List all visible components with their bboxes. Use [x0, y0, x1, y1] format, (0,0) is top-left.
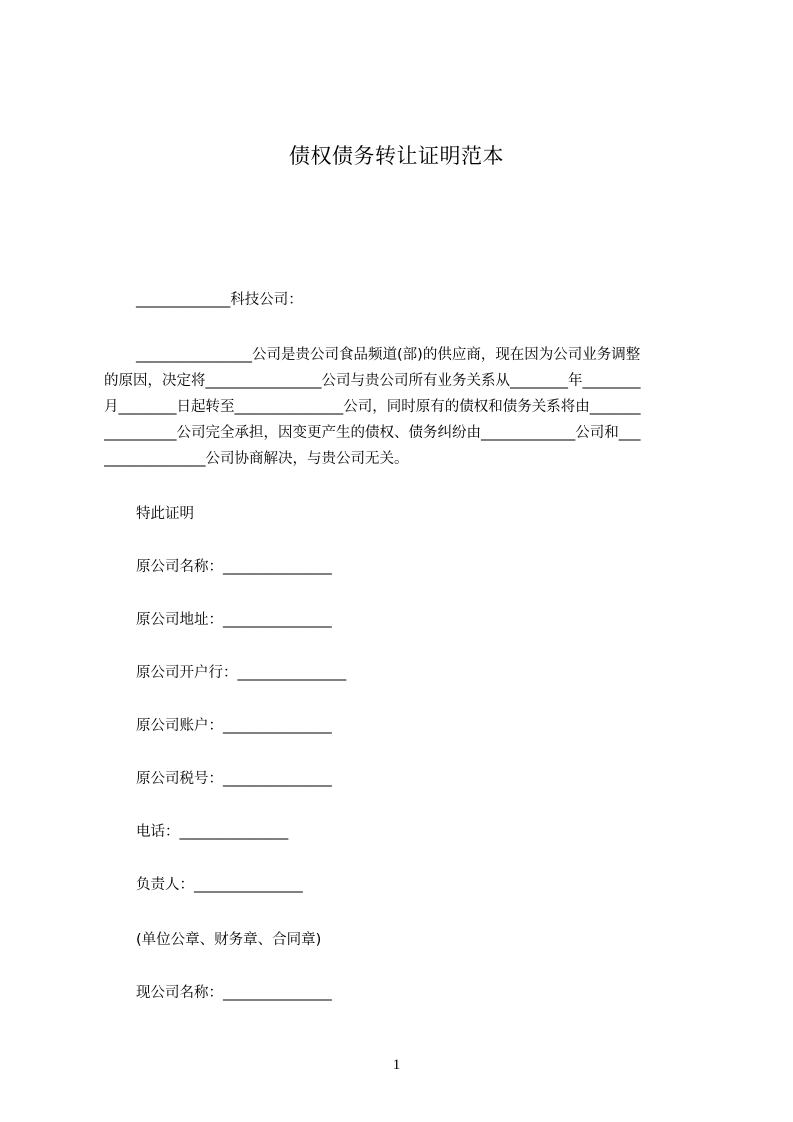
field-new-company-name: 现公司名称：_______________: [136, 985, 332, 1001]
field-responsible-person: 负责人：_______________: [136, 877, 303, 893]
field-original-company-tax-id: 原公司税号：_______________: [136, 771, 332, 787]
body-line: 的原因，决定将________________公司与贵公司所有业务关系从________年________: [104, 373, 641, 389]
field-original-company-name: 原公司名称：_______________: [136, 559, 332, 575]
certify-text: 特此证明: [136, 506, 194, 522]
salutation: _____________科技公司：: [136, 292, 303, 308]
seal-note: (单位公章、财务章、合同章): [136, 932, 322, 948]
field-phone: 电话：_______________: [136, 824, 289, 840]
field-original-company-account: 原公司账户：_______________: [136, 718, 332, 734]
body-line: 月________日起转至_______________公司，同时原有的债权和债务关系将由_______: [104, 399, 641, 415]
document-title: 债权债务转让证明范本: [289, 144, 504, 168]
field-original-company-address: 原公司地址：_______________: [136, 612, 332, 628]
body-paragraph: [104, 342, 701, 472]
body-line: ________________公司是贵公司食品频道(部)的供应商，现在因为公司业务调整: [136, 347, 641, 363]
field-original-company-bank: 原公司开户行：_______________: [136, 665, 347, 681]
body-line: __________公司完全承担，因变更产生的债权、债务纠纷由_____________公司和___: [104, 425, 641, 441]
body-line: ______________公司协商解决，与贵公司无关。: [104, 451, 409, 467]
page-number: 1: [392, 1057, 401, 1073]
